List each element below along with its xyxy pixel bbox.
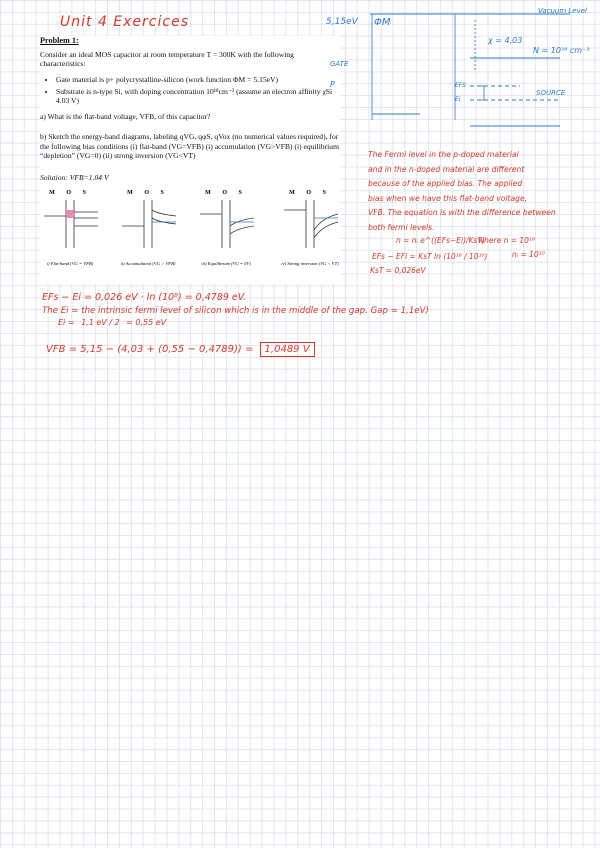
ei-label: Ei (455, 96, 461, 103)
note-line: and in the n-doped material are different (368, 164, 525, 174)
note-line: both fermi levels. (368, 222, 435, 232)
ni-label: nᵢ = 10¹⁰ (512, 250, 545, 259)
band-diagram-flatband (40, 190, 100, 266)
note-line: because of the applied bias. The applied (368, 179, 523, 188)
diagram-caption: iii) Equilibrium (VG = 0V) (201, 261, 251, 266)
mos-label: M O S (49, 190, 91, 196)
source-label: SOURCE (536, 89, 566, 97)
bullet-item: • Substrate is n-type Si, with doping concentration 10¹⁸cm⁻³ (assume an electron affinity χSi 4.03 V) (56, 87, 340, 106)
ei-value: = 0,55 eV (126, 318, 167, 327)
kt-label: KsT = 0,026eV (370, 266, 426, 275)
note-line: VFB. The equation is with the difference between (368, 208, 556, 217)
vfb-result-box: 1,0489 V (260, 342, 315, 357)
eq-n: n = nᵢ e^((EFs−Ei)/KsT) (396, 236, 485, 245)
mos-label: M O S (127, 190, 169, 196)
p-label: P (330, 80, 335, 89)
problem-title: Problem 1: (40, 36, 79, 45)
chi-label: χ = 4,03 (488, 36, 523, 45)
efs-label: EFS (455, 82, 467, 89)
ei-label: Ei = (58, 318, 75, 327)
doping-label: N = 10¹⁸ cm⁻³ (533, 46, 590, 55)
mos-label: M O S (289, 190, 331, 196)
question-a: a) What is the flat-band voltage, VFB, of this capacitor? (40, 112, 211, 122)
vfb-expression: VFB = 5,15 − (4,03 + (0,55 − 0,4789)) = (46, 344, 254, 355)
fraction: 1,1 eV / 2 (81, 318, 120, 327)
band-diagram-svg (40, 196, 100, 256)
problem-intro: Consider an ideal MOS capacitor at room temperature T = 300K with the following characteristics: (40, 49, 294, 69)
band-sketch (360, 0, 600, 140)
band-diagram-equilibrium (196, 190, 256, 266)
band-diagram-svg (118, 196, 178, 256)
band-diagram-svg (280, 196, 340, 256)
diagram-caption: i) Flat-band (VG = VFB) (46, 261, 94, 266)
explanation-notes (368, 148, 598, 235)
page-title: Unit 4 Exercices (60, 14, 189, 30)
band-diagram-accumulation (118, 190, 178, 266)
band-diagram-svg (196, 196, 256, 256)
gate-wf-label: 5,15eV (326, 17, 358, 27)
mos-label: M O S (205, 190, 247, 196)
calc-line-2: The Ei = the intrinsic fermi level of silicon which is in the middle of the gap. Gap = 1,1eV) (42, 306, 429, 316)
note-line: bias when we have this flat-band voltage, (368, 193, 528, 203)
question-b: b) Sketch the energy-band diagrams, labeling qVG, qφS, qVox (no numerical values required), for the following bias conditions (i) flat-band (VG=VFB) (i) accumulation (VG>VFB) (i) equilibrium “depletion” (VG=0) (ii) strong inversion (VG<VT) (40, 131, 339, 161)
final-equation (46, 344, 315, 355)
calc-line-3 (58, 318, 166, 327)
solution-text: Solution: VFB=1.04 V (40, 172, 109, 182)
band-diagram-inversion (280, 190, 340, 266)
vacuum-level-label: Vacuum Level (538, 7, 587, 15)
problem-bullets (40, 75, 340, 106)
diagram-caption: iv) Strong inversion (VG < VT) (281, 261, 339, 266)
phi-m-label: ΦM (374, 17, 391, 28)
eq-efs: EFs − EFi = KsT ln (10¹⁸ / 10¹⁰) (372, 252, 488, 261)
calc-line-1: EFs − Ei = 0,026 eV · ln (10⁸) = 0,4789 eV. (42, 292, 247, 303)
gate-label: GATE (330, 60, 349, 68)
diagram-caption: ii) Accumulation (VG > VFB) (120, 261, 176, 266)
note-line: The Fermi level in the p-doped material (368, 150, 519, 159)
bullet-item: • Gate material is p+ polycrystalline-silicon (work function ΦM = 5.15eV) (56, 75, 340, 85)
where-label: where n = 10¹⁸ (478, 236, 535, 245)
